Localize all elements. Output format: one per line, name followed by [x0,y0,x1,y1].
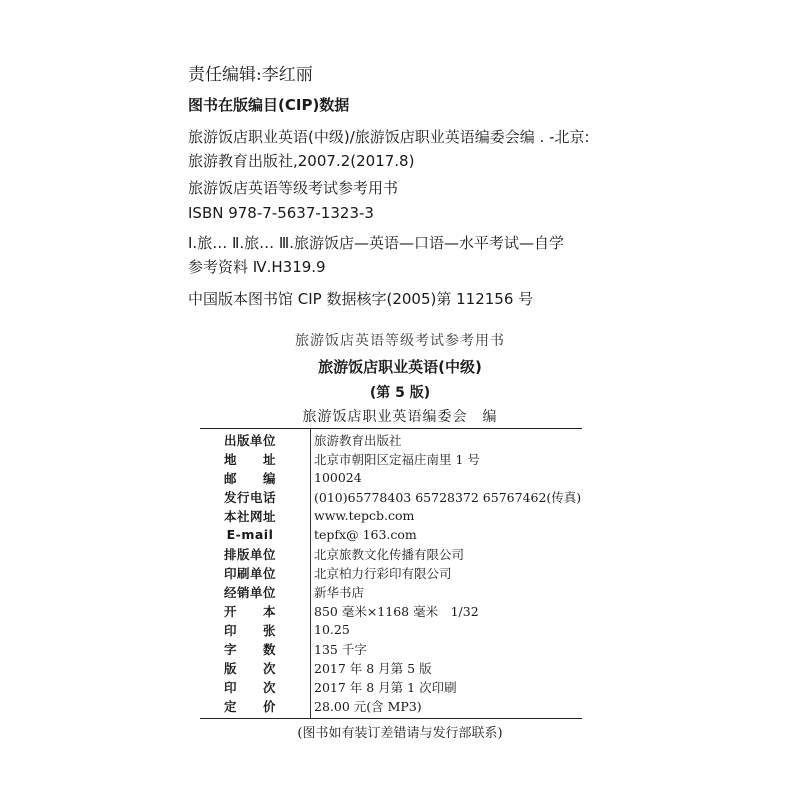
info-label: 出版单位 [223,432,276,448]
info-label: 本社网址 [223,508,276,524]
cip-line: 旅游饭店职业英语(中级)/旅游饭店职业英语编委会编 . -北京: [188,128,590,146]
info-value: tepfx@ 163.com [314,527,417,542]
cip-number-line: 中国版本图书馆 CIP 数据核字(2005)第 112156 号 [188,290,534,308]
info-value: 850 毫米×1168 毫米 1/32 [314,603,479,619]
table-row [200,658,582,677]
table-bottom-rule [200,718,582,719]
table-row [200,601,582,620]
info-label: 版 次 [223,660,276,676]
info-value: 北京市朝阳区定福庄南里 1 号 [314,451,480,467]
binding-error-notice: (图书如有装订差错请与发行部联系) [297,726,503,741]
info-value: 2017 年 8 月第 1 次印刷 [314,679,457,695]
responsible-editor: 责任编辑:李红丽 [188,65,313,85]
info-label: E-mail [226,527,274,542]
author-line: 旅游饭店职业英语编委会 编 [302,409,498,425]
info-value: 135 千字 [314,641,367,657]
table-row [200,506,582,525]
info-label: 邮 编 [223,470,276,486]
info-label: 地 址 [223,451,276,467]
table-row [200,468,582,487]
info-label: 经销单位 [223,584,276,600]
info-label: 排版单位 [223,546,276,562]
cip-heading: 图书在版编目(CIP)数据 [188,96,350,114]
series-title: 旅游饭店英语等级考试参考用书 [295,333,505,349]
info-value: 10.25 [314,622,350,637]
info-value: www.tepcb.com [314,508,415,523]
cip-line: Ⅰ.旅… Ⅱ.旅… Ⅲ.旅游饭店—英语—口语—水平考试—自学 [188,234,564,252]
cip-line: 旅游教育出版社,2007.2(2017.8) [188,152,415,170]
info-value: 旅游教育出版社 [314,432,402,448]
isbn-line: ISBN 978-7-5637-1323-3 [188,204,374,222]
table-row [200,430,582,449]
table-row [200,449,582,468]
info-value: 新华书店 [314,584,365,600]
table-row [200,696,582,715]
info-label: 字 数 [223,641,276,657]
info-value: 28.00 元(含 MP3) [314,698,422,714]
info-value: 2017 年 8 月第 5 版 [314,660,432,676]
info-label: 印刷单位 [223,565,276,581]
table-row [200,525,582,544]
cip-line: 参考资料 Ⅳ.H319.9 [188,258,326,276]
table-row [200,677,582,696]
table-top-rule [200,428,582,429]
table-row [200,563,582,582]
cip-line: 旅游饭店英语等级考试参考用书 [188,179,399,197]
info-value: 100024 [314,470,362,485]
info-value: 北京旅教文化传播有限公司 [314,546,465,562]
info-label: 定 价 [223,698,276,714]
table-row [200,639,582,658]
info-value: (010)65778403 65728372 65767462(传真) [314,489,582,505]
table-row [200,544,582,563]
info-value: 北京柏力行彩印有限公司 [314,565,452,581]
table-row [200,582,582,601]
info-label: 开 本 [223,603,276,619]
info-label: 印 次 [223,679,276,695]
table-row [200,487,582,506]
publication-info-table [200,430,582,715]
table-row [200,620,582,639]
book-title: 旅游饭店职业英语(中级) [318,358,482,376]
info-label: 印 张 [223,622,276,638]
info-label: 发行电话 [223,489,276,505]
edition-label: (第 5 版) [369,385,431,401]
